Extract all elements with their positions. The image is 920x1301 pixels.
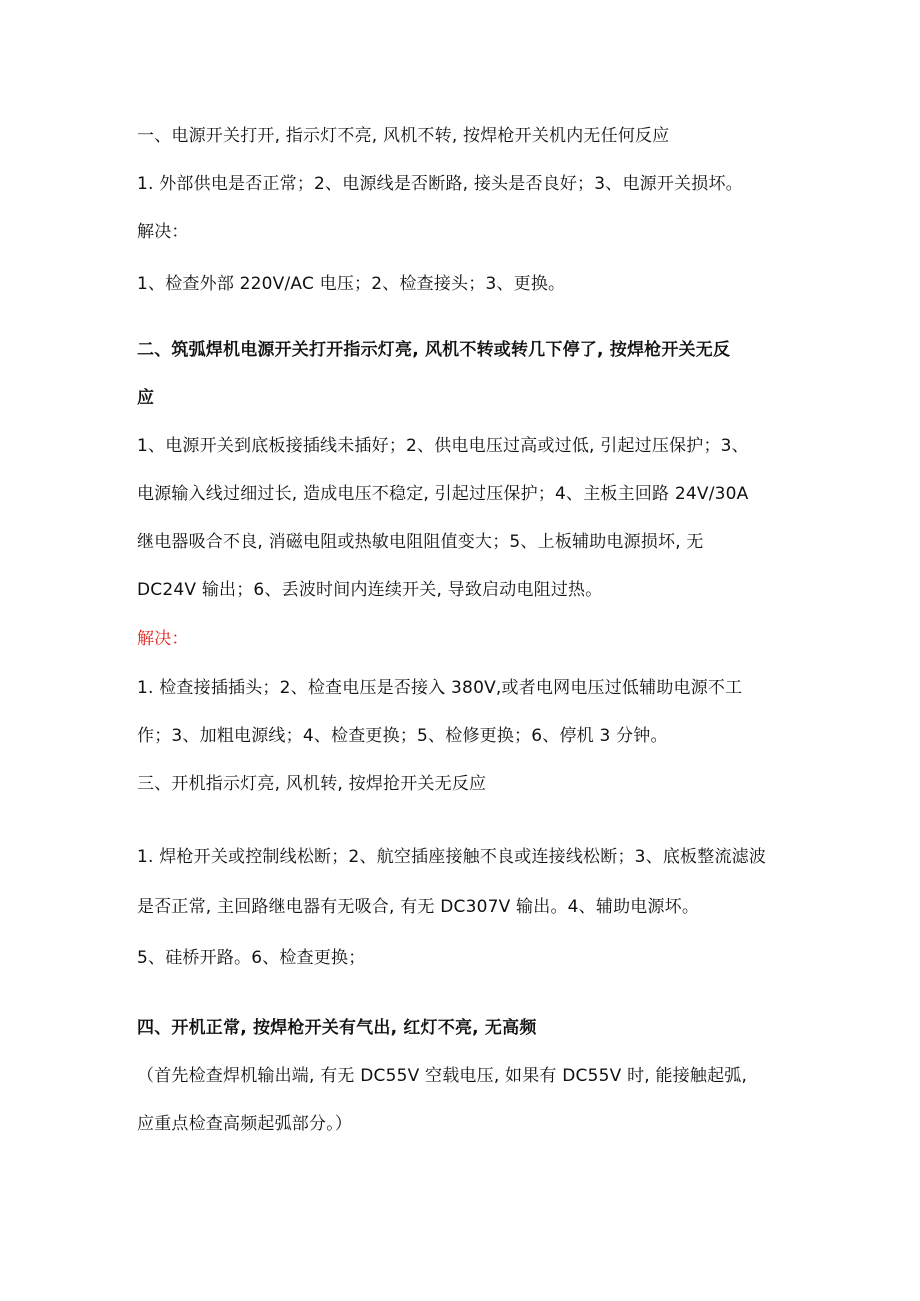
section2-causes-line-1: 1、电源开关到底板接插线未插好；2、供电电压过高或过低, 引起过压保护；3、: [137, 436, 749, 456]
section1-heading: 一、电源开关打开, 指示灯不亮, 风机不转, 按焊枪开关机内无任何反应: [137, 126, 670, 146]
section3-causes-line-1: 1. 焊枪开关或控制线松断；2、航空插座接触不良或连接线松断；3、底板整流滤波: [137, 847, 767, 867]
section3-causes-line-3: 5、硅桥开路。6、检查更换；: [137, 948, 366, 968]
section2-heading-line2: 应: [137, 388, 155, 408]
section1-causes: 1. 外部供电是否正常；2、电源线是否断路, 接头是否良好；3、电源开关损坏。: [137, 174, 743, 194]
section2-causes-line-4: DC24V 输出；6、丢波时间内连续开关, 导致启动电阻过热。: [137, 580, 603, 600]
section2-solution-line-2: 作；3、加粗电源线；4、检查更换；5、检修更换；6、停机 3 分钟。: [137, 726, 668, 746]
section4-note-line-1: （首先检查焊机输出端, 有无 DC55V 空载电压, 如果有 DC55V 时, 能接触起弧,: [137, 1066, 748, 1086]
section1-solution: 1、检查外部 220V/AC 电压；2、检查接头；3、更换。: [137, 274, 566, 294]
section2-causes-line-3: 继电器吸合不良, 消磁电阻或热敏电阻阻值变大；5、上板辅助电源损坏, 无: [137, 532, 704, 552]
section4-heading: 四、开机正常, 按焊枪开关有气出, 红灯不亮, 无高频: [137, 1018, 537, 1038]
section3-heading: 三、开机指示灯亮, 风机转, 按焊抢开关无反应: [137, 774, 487, 794]
section2-heading-line1: 二、筑弧焊机电源开关打开指示灯亮, 风机不转或转几下停了, 按焊枪开关无反: [137, 340, 731, 360]
section2-causes-line-2: 电源输入线过细过长, 造成电压不稳定, 引起过压保护；4、主板主回路 24V/30A: [137, 484, 749, 504]
section1-solution-label: 解决：: [137, 222, 189, 242]
section3-causes-line-2: 是否正常, 主回路继电器有无吸合, 有无 DC307V 输出。4、辅助电源坏。: [137, 897, 700, 917]
section4-note-line-2: 应重点检查高频起弧部分。）: [137, 1114, 353, 1134]
section2-solution-line-1: 1. 检查接插插头；2、检查电压是否接入 380V,或者电网电压过低辅助电源不工: [137, 678, 743, 698]
section2-solution-label: 解决：: [137, 629, 189, 649]
